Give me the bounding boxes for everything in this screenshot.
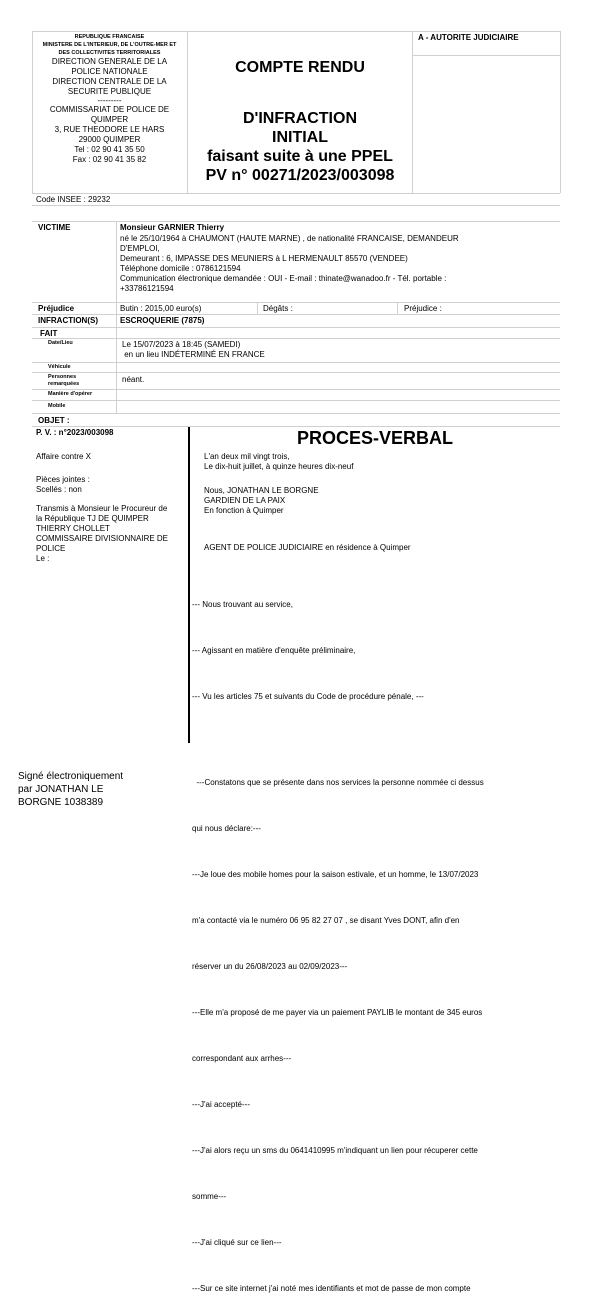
victime-line: +33786121594 [120, 284, 174, 293]
service-line: Fax : 02 90 41 35 82 [72, 155, 147, 164]
grid-line [32, 193, 560, 194]
transmis-line: POLICE [36, 544, 66, 553]
direction-line: POLICE NATIONALE [71, 67, 148, 76]
pv-date-line: L'an deux mil vingt trois, [204, 452, 290, 461]
grid-line [32, 302, 560, 303]
title-compte-rendu: COMPTE RENDU [235, 59, 365, 76]
direction-line: DIRECTION CENTRALE DE LA [52, 77, 167, 86]
victime-line: Téléphone domicile : 0786121594 [120, 264, 241, 273]
fait-label: FAIT [40, 329, 58, 338]
prejudice-value: Préjudice : [404, 304, 442, 313]
signature-line: par JONATHAN LE [18, 784, 104, 795]
body-line: correspondant aux arrhes--- [192, 1054, 292, 1063]
infraction-label: INFRACTION(S) [38, 316, 98, 325]
transmis-line: Transmis à Monsieur le Procureur de [36, 504, 168, 513]
grid-line [32, 221, 560, 222]
victime-line: D'EMPLOI, [120, 244, 160, 253]
pv-number: P. V. : n°2023/003098 [36, 428, 114, 437]
admin-line: MINISTERE DE L'INTERIEUR, DE L'OUTRE-MER ET [42, 42, 177, 48]
date-lieu-label: Date/Lieu [48, 340, 73, 346]
grid-line [412, 55, 560, 56]
officer-line: Nous, JONATHAN LE BORGNE [204, 486, 319, 495]
transmis-line: COMMISSAIRE DIVISIONNAIRE DE [36, 534, 169, 543]
body-line: ---J'ai alors reçu un sms du 0641410995 m'indiquant un lien pour récuperer cette [192, 1146, 478, 1155]
pv-date-line: Le dix-huit juillet, à quinze heures dix-neuf [204, 462, 354, 471]
direction-line: --------- [97, 96, 122, 105]
pieces-jointes: Pièces jointes : [36, 475, 90, 484]
pv-divider [188, 427, 190, 743]
personnes-value: néant. [122, 375, 145, 384]
body-line: ---Je loue des mobile homes pour la saison estivale, et un homme, le 13/07/2023 [192, 870, 479, 879]
pv-agent: AGENT DE POLICE JUDICIAIRE en résidence à Quimper [204, 543, 411, 552]
scelles: Scellés : non [36, 485, 82, 494]
title-pv-number: PV n° 00271/2023/003098 [205, 167, 395, 184]
body-line: m'a contacté via le numéro 06 95 82 27 07 , se disant Yves DONT, afin d'en [192, 916, 460, 925]
signature-line: BORGNE 1038389 [18, 797, 104, 808]
body-line: ---J'ai accepté--- [192, 1100, 250, 1109]
grid-line [397, 302, 398, 314]
title-line: faisant suite à une PPEL [207, 148, 393, 165]
date-line: Le 15/07/2023 à 18:45 (SAMEDI) [122, 340, 241, 349]
insee-code: Code INSEE : 29232 [36, 195, 111, 204]
prejudice-label: Préjudice [38, 304, 75, 313]
body-line: réserver un du 26/08/2023 au 02/09/2023--- [192, 962, 348, 971]
transmis-block [36, 504, 188, 564]
grid-line [32, 372, 560, 373]
service-line: Tel : 02 90 41 35 50 [74, 145, 145, 154]
transmis-line: THIERRY CHOLLET [36, 524, 110, 533]
pv-date [204, 452, 353, 472]
body-line: --- Vu les articles 75 et suivants du Code de procédure pénale, --- [192, 692, 424, 701]
grid-line [116, 221, 117, 413]
victime-line: né le 25/10/1964 à CHAUMONT (HAUTE MARNE) , de nationalité FRANCAISE, DEMANDEUR [120, 234, 459, 243]
grid-line [32, 205, 560, 206]
pv-officer [204, 486, 319, 516]
officer-line: En fonction à Quimper [204, 506, 284, 515]
transmis-line: Le : [36, 554, 50, 563]
grid-line [32, 400, 560, 401]
grid-line [32, 426, 560, 427]
grid-line [32, 314, 560, 315]
direction-line: SECURITE PUBLIQUE [67, 87, 152, 96]
lieu-line: en un lieu INDÉTERMINÉ EN FRANCE [122, 350, 265, 359]
document-title [188, 58, 412, 185]
victime-details [120, 234, 560, 294]
degats-value: Dégâts : [263, 304, 293, 313]
pv-body [192, 564, 560, 1312]
grid-line [32, 389, 560, 390]
victime-name: Monsieur GARNIER Thierry [120, 223, 225, 232]
title-line: INITIAL [272, 129, 328, 146]
body-line: ---Sur ce site internet j'ai noté mes identifiants et mot de passe de mon compte [192, 1284, 471, 1293]
body-line: qui nous déclare:--- [192, 824, 261, 833]
service-line: COMMISSARIAT DE POLICE DE [49, 105, 170, 114]
authority-label: A - AUTORITE JUDICIAIRE [418, 33, 519, 42]
grid-line [32, 362, 560, 363]
body-line: somme--- [192, 1192, 227, 1201]
service-line: 29000 QUIMPER [78, 135, 141, 144]
personnes-label-line: remarquées [48, 381, 80, 387]
grid-line [412, 31, 413, 193]
body-line: ---Elle m'a proposé de me payer via un paiement PAYLIB le montant de 345 euros [192, 1008, 483, 1017]
maniere-label: Manière d'opérer [48, 391, 93, 397]
officer-line: GARDIEN DE LA PAIX [204, 496, 286, 505]
body-line: ---J'ai cliqué sur ce lien--- [192, 1238, 282, 1247]
grid-line [32, 338, 560, 339]
victime-line: Communication électronique demandée : OUI - E-mail : thinate@wanadoo.fr - Tél. portable : [120, 274, 447, 283]
grid-line [32, 413, 560, 414]
affaire: Affaire contre X [36, 452, 91, 461]
pv-title: PROCES-VERBAL [296, 428, 453, 448]
victime-label: VICTIME [38, 223, 71, 232]
objet-label: OBJET : [38, 416, 70, 425]
body-line: --- Nous trouvant au service, [192, 600, 293, 609]
victime-line: Demeurant : 6, IMPASSE DES MEUNIERS à L HERMENAULT 85570 (VENDEE) [120, 254, 408, 263]
direction-line: DIRECTION GENERALE DE LA [51, 57, 168, 66]
vehicule-label: Véhicule [48, 364, 71, 370]
body-line: --- Agissant en matière d'enquête préliminaire, [192, 646, 356, 655]
butin-value: Butin : 2015,00 euro(s) [120, 304, 202, 313]
grid-line [560, 31, 561, 193]
admin-line: REPUBLIQUE FRANCAISE [74, 34, 145, 40]
transmis-line: la République TJ DE QUIMPER [36, 514, 149, 523]
signature-line: Signé électroniquement [18, 771, 124, 782]
grid-line [32, 31, 560, 32]
grid-line [257, 302, 258, 314]
infraction-value: ESCROQUERIE (7875) [120, 316, 205, 325]
body-line: ---Constatons que se présente dans nos services la personne nommée ci dessus [192, 778, 484, 787]
personnes-label [48, 374, 79, 388]
service-line: QUIMPER [90, 115, 129, 124]
title-line: D'INFRACTION [242, 110, 357, 127]
grid-line [32, 327, 560, 328]
signature-block [18, 770, 123, 809]
admin-line: DES COLLECTIVITES TERRITORIALES [58, 50, 161, 56]
personnes-label-line: Personnes [48, 374, 77, 380]
administration-block [33, 33, 186, 165]
body-spacer [192, 738, 560, 742]
mobile-label: Mobile [48, 403, 66, 409]
date-lieu-value [122, 340, 265, 360]
service-line: 3, RUE THEODORE LE HARS [54, 125, 165, 134]
